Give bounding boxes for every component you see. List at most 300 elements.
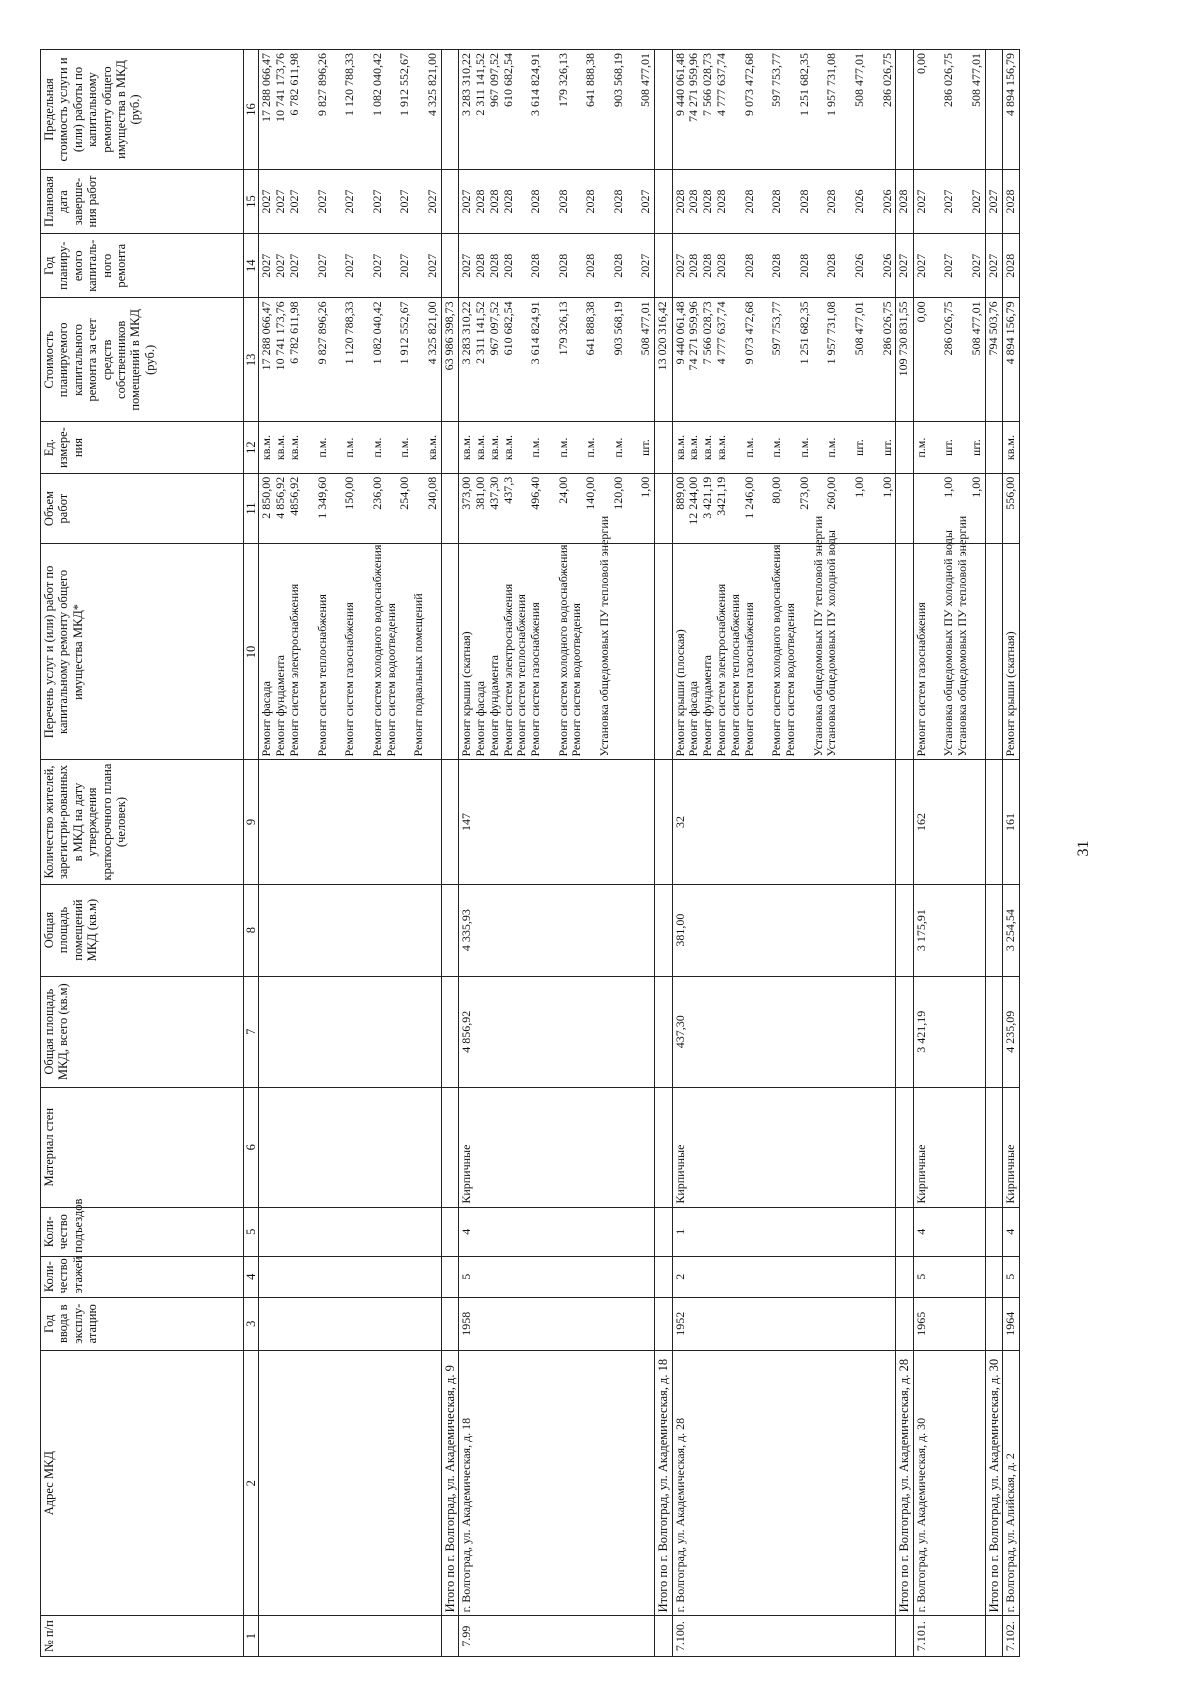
empty-cell — [896, 50, 913, 170]
cell-text: 13 020 316,42 — [655, 301, 670, 371]
residents — [672, 760, 896, 884]
cell-line: Ремонт фасада — [686, 681, 701, 757]
cell-line: 2027 — [342, 189, 357, 214]
cell-line: Ремонт систем электроснабжения — [286, 583, 301, 757]
cell-line — [784, 301, 798, 418]
end-list — [672, 169, 896, 233]
cell-line: 967 097,52 — [486, 53, 501, 107]
cell-text: Итого по г. Волгоград, ул. Академическая, д. 18 — [656, 1358, 671, 1613]
column-number: 1 — [244, 1616, 259, 1657]
cell-text: Кирпичные — [1003, 1144, 1018, 1204]
column-header: Год ввода в эксплу-атацию — [41, 1297, 244, 1350]
floors — [459, 1256, 655, 1297]
cell-line — [729, 301, 743, 418]
empty-cell — [441, 473, 458, 544]
cell-line: 2028 — [528, 253, 543, 278]
cell-line: Ремонт крыши (скатная) — [459, 631, 474, 757]
empty-cell — [896, 422, 913, 473]
cell-line: 2027 — [259, 253, 274, 278]
cell-line: 2027 — [369, 253, 384, 278]
area-rooms — [913, 884, 985, 976]
cell-line: кв.м. — [259, 435, 274, 461]
total-row — [655, 50, 672, 1657]
cell-line — [956, 237, 970, 294]
cell-text: 7.99 — [459, 1625, 474, 1647]
empty-cell — [896, 760, 913, 884]
address — [459, 1351, 655, 1616]
empty-cell — [655, 884, 672, 976]
cell-line — [929, 53, 943, 166]
cell-line: п.м. — [369, 437, 384, 458]
empty-cell — [655, 422, 672, 473]
cell-line — [956, 301, 970, 418]
volume-list — [1003, 473, 1020, 544]
column-number: 3 — [244, 1297, 259, 1350]
cost-list — [672, 298, 896, 422]
cell-line — [867, 53, 881, 166]
cell-line — [329, 237, 343, 294]
cell-line — [598, 301, 612, 418]
cell-line: 556,00 — [1003, 476, 1018, 510]
cell-line: Установка общедомовых ПУ тепловой энергии — [597, 515, 612, 757]
cell-line: 1,00 — [941, 476, 956, 498]
cell-line — [929, 547, 943, 756]
cell-line: 2028 — [472, 189, 487, 214]
column-number: 15 — [244, 169, 259, 233]
cell-line: кв.м. — [459, 435, 474, 461]
cell-line — [956, 53, 970, 166]
cell-line — [570, 53, 584, 166]
empty-cell — [896, 1256, 913, 1297]
cell-line: 286 026,75 — [941, 53, 956, 107]
cell-line: 4856,92 — [286, 476, 301, 516]
cell-line — [385, 477, 399, 541]
cell-line — [929, 477, 943, 541]
cell-line — [302, 53, 316, 166]
cell-line — [329, 477, 343, 541]
column-number: 16 — [244, 50, 259, 170]
cell-line: 2028 — [583, 189, 598, 214]
residents — [459, 760, 655, 884]
total-end — [896, 169, 913, 233]
cell-line — [543, 173, 557, 230]
cell-line: 2028 — [1003, 189, 1018, 214]
cell-line — [867, 301, 881, 418]
cell-line: Ремонт систем холодного водоснабжения — [555, 544, 570, 757]
cell-line: 2027 — [941, 253, 956, 278]
cell-line: 240,08 — [424, 476, 439, 510]
total-year — [441, 234, 458, 298]
cell-line: 437,30 — [486, 476, 501, 510]
commission-year — [913, 1297, 985, 1350]
cell-line: 2028 — [714, 253, 729, 278]
cell-line — [784, 425, 798, 469]
cell-text: 5 — [913, 1273, 928, 1280]
cell-line: Ремонт фундамента — [486, 654, 501, 757]
cell-line: 2027 — [672, 253, 687, 278]
cell-line — [302, 425, 316, 469]
column-header: Коли-чество подъездов — [41, 1207, 244, 1256]
cell-line: 2028 — [686, 189, 701, 214]
cell-text: 437,30 — [672, 1015, 687, 1049]
total-year — [655, 234, 672, 298]
wall-material — [672, 1087, 896, 1207]
cell-line: Ремонт подвальных помещений — [411, 593, 426, 757]
cell-line: 9 073 472,68 — [741, 301, 756, 365]
cell-text: 3 421,19 — [913, 1010, 928, 1053]
cell-line: 2028 — [610, 253, 625, 278]
cell-line: 1 912 552,67 — [397, 53, 412, 116]
cell-line: кв.м. — [273, 435, 288, 461]
year-list — [259, 234, 441, 298]
cell-line — [626, 477, 640, 541]
cell-line — [543, 301, 557, 418]
cell-line: 2028 — [1003, 253, 1018, 278]
cell-line: 1 349,60 — [314, 476, 329, 519]
area-total — [1003, 976, 1020, 1087]
cell-line: 9 073 472,68 — [741, 53, 756, 116]
entrances — [913, 1207, 985, 1256]
cell-line: 2028 — [824, 189, 839, 214]
empty-cell — [985, 1256, 1002, 1297]
cell-line: 2027 — [459, 253, 474, 278]
cell-line: 2028 — [700, 253, 715, 278]
empty-cell — [985, 884, 1002, 976]
empty-cell — [985, 1297, 1002, 1350]
empty-cell — [896, 1616, 913, 1657]
cell-text: 5 — [1003, 1273, 1018, 1280]
cell-text: 1952 — [672, 1311, 687, 1336]
cell-line — [515, 173, 529, 230]
empty-cell — [441, 50, 458, 170]
cell-line: 2027 — [968, 189, 983, 214]
column-number: 14 — [244, 234, 259, 298]
cell-line: 2028 — [672, 189, 687, 214]
cell-line — [412, 53, 426, 166]
cell-line — [626, 425, 640, 469]
cell-line: кв.м. — [1003, 435, 1018, 461]
empty-cell — [985, 50, 1002, 170]
empty-cell — [896, 473, 913, 544]
cell-line — [867, 237, 881, 294]
row-number — [459, 1616, 655, 1657]
empty-cell — [655, 1256, 672, 1297]
cell-line: 9 440 061,48 — [672, 301, 687, 365]
empty-cell — [655, 1087, 672, 1207]
column-number: 10 — [244, 544, 259, 760]
cell-line: п.м. — [528, 437, 543, 458]
cell-line — [515, 53, 529, 166]
cell-line: 2028 — [796, 253, 811, 278]
wall-material — [1003, 1087, 1020, 1207]
cell-line: Ремонт систем водоотведения — [569, 603, 584, 757]
cell-line: 2028 — [824, 253, 839, 278]
cell-line — [729, 173, 743, 230]
cell-line: 1 082 040,42 — [369, 53, 384, 116]
cell-line: 2027 — [273, 189, 288, 214]
cell-line — [570, 173, 584, 230]
cell-line: 1 912 552,67 — [397, 301, 412, 365]
cell-line: 2027 — [314, 189, 329, 214]
cell-line — [626, 173, 640, 230]
cell-line: п.м. — [913, 437, 928, 458]
cell-line: 2027 — [424, 189, 439, 214]
column-header: Адрес МКД — [41, 1351, 244, 1616]
cost-list — [259, 298, 441, 422]
cell-line: 7 566 028,73 — [700, 53, 715, 116]
cell-line: 2 850,00 — [259, 476, 274, 519]
cell-line — [412, 477, 426, 541]
cell-line: 140,00 — [583, 476, 598, 510]
cell-line — [385, 301, 399, 418]
cell-text: 4 335,93 — [459, 909, 474, 952]
end-list — [913, 169, 985, 233]
empty-cell — [985, 976, 1002, 1087]
cell-line: 2028 — [769, 189, 784, 214]
cell-line: 2028 — [486, 189, 501, 214]
cell-line — [570, 477, 584, 541]
cell-line: Ремонт систем теплоснабжения — [514, 594, 529, 757]
cell-line: 508 477,01 — [968, 53, 983, 107]
cell-line — [357, 477, 371, 541]
column-header: Материал стен — [41, 1087, 244, 1207]
cell-line: 610 682,54 — [500, 53, 515, 107]
cell-line: Ремонт систем водоотведения — [783, 603, 798, 757]
wall-material — [459, 1087, 655, 1207]
cell-line: Ремонт крыши (плоская) — [672, 629, 687, 757]
cell-line: 2028 — [500, 253, 515, 278]
cell-line: п.м. — [824, 437, 839, 458]
empty-cell — [896, 976, 913, 1087]
total-row — [896, 50, 913, 1657]
year-list — [459, 234, 655, 298]
cell-line: 2026 — [879, 253, 894, 278]
cell-line — [839, 53, 853, 166]
cell-line: 903 568,19 — [610, 301, 625, 356]
wall-material — [913, 1087, 985, 1207]
cell-line — [929, 425, 943, 469]
cell-text: 3 175,91 — [913, 909, 928, 952]
cell-line: п.м. — [342, 437, 357, 458]
cell-line: 2028 — [741, 253, 756, 278]
column-number: 11 — [244, 473, 259, 544]
cell-line: 2028 — [500, 189, 515, 214]
cell-line — [543, 425, 557, 469]
cell-text: 1958 — [459, 1311, 474, 1336]
cell-line — [543, 547, 557, 756]
cell-line: кв.м. — [486, 435, 501, 461]
cell-line: 3 614 824,91 — [528, 301, 543, 365]
cell-line — [929, 237, 943, 294]
column-header: Год планиру-емого капиталь-ного ремонта — [41, 234, 244, 298]
cell-line: 2027 — [286, 253, 301, 278]
empty-cell — [655, 1616, 672, 1657]
end-list — [1003, 169, 1020, 233]
empty-cell — [985, 760, 1002, 884]
cell-line: кв.м. — [286, 435, 301, 461]
cell-line — [915, 477, 929, 541]
cell-line — [357, 547, 371, 756]
cell-line: 2028 — [528, 189, 543, 214]
cell-line: шт. — [638, 439, 653, 456]
cell-text: 7.100. — [672, 1621, 687, 1652]
cell-line: 2028 — [555, 189, 570, 214]
cell-line: 2 311 141,52 — [472, 301, 487, 364]
cell-line: Установка общедомовых ПУ холодной воды — [824, 530, 839, 757]
works-list — [913, 515, 985, 760]
cell-line: кв.м. — [472, 435, 487, 461]
cell-line — [412, 425, 426, 469]
cell-line: 4 777 637,74 — [714, 53, 729, 116]
cell-line — [302, 237, 316, 294]
cell-line: 903 568,19 — [610, 53, 625, 107]
cell-line: 2028 — [555, 253, 570, 278]
cost-list — [459, 298, 655, 422]
empty-cell — [259, 760, 441, 884]
cell-line: 286 026,75 — [941, 301, 956, 356]
cell-line: Установка общедомовых ПУ тепловой энергии — [955, 515, 970, 757]
cell-line — [812, 53, 826, 166]
column-number: 13 — [244, 298, 259, 422]
cell-line: Ремонт фундамента — [273, 654, 288, 757]
cell-line: 967 097,52 — [486, 301, 501, 356]
entrances — [1003, 1207, 1020, 1256]
empty-cell — [655, 760, 672, 884]
row-number — [672, 1616, 896, 1657]
cell-line — [584, 547, 598, 756]
cell-text: 1 — [672, 1228, 687, 1235]
cell-line: 4 856,92 — [273, 476, 288, 519]
unit-list — [1003, 422, 1020, 473]
cell-line — [929, 301, 943, 418]
floors — [913, 1256, 985, 1297]
cell-line — [839, 173, 853, 230]
cell-line — [385, 173, 399, 230]
year-list — [672, 234, 896, 298]
entrances — [672, 1207, 896, 1256]
cell-line — [839, 425, 853, 469]
cell-line — [302, 477, 316, 541]
table-body — [259, 50, 1020, 1657]
cell-line — [784, 237, 798, 294]
cell-text: Итого по г. Волгоград, ул. Академическая, д. 9 — [442, 1365, 457, 1613]
cell-text: 161 — [1003, 813, 1018, 832]
cell-text: 1965 — [913, 1311, 928, 1336]
cell-line — [839, 237, 853, 294]
cell-line: 641 888,38 — [583, 53, 598, 107]
cell-line: Ремонт фасада — [472, 681, 487, 757]
commission-year — [459, 1297, 655, 1350]
end-list — [459, 169, 655, 233]
cell-line: 17 288 066,47 — [259, 53, 274, 122]
cell-line: 1 251 682,35 — [796, 301, 811, 365]
cell-line — [357, 53, 371, 166]
cell-line: кв.м. — [424, 435, 439, 461]
cell-line — [839, 301, 853, 418]
cell-line: 2027 — [913, 189, 928, 214]
cell-line: 1,00 — [638, 476, 653, 498]
cell-line: 0,00 — [913, 53, 928, 74]
cell-line — [598, 237, 612, 294]
cell-text: Кирпичные — [672, 1144, 687, 1204]
unit-list — [913, 422, 985, 473]
cell-line: 2028 — [714, 189, 729, 214]
cell-text: 63 986 398,73 — [441, 301, 456, 371]
cell-line: 4 325 821,00 — [424, 53, 439, 116]
building-row — [1003, 50, 1020, 1657]
area-total — [672, 976, 896, 1087]
empty-cell — [259, 1256, 441, 1297]
empty-cell — [259, 976, 441, 1087]
total-row — [441, 50, 458, 1657]
cell-line — [543, 477, 557, 541]
cell-line: 1 120 788,33 — [342, 301, 357, 365]
cell-line: 2028 — [610, 189, 625, 214]
area-rooms — [459, 884, 655, 976]
cell-line: 610 682,54 — [500, 301, 515, 356]
cell-text: г. Волгоград, ул. Алийская, д. 2 — [1003, 1453, 1018, 1613]
cell-line: Установка общедомовых ПУ холодной воды — [941, 530, 956, 757]
cell-text: 2027 — [985, 189, 1000, 214]
cell-line — [598, 53, 612, 166]
cell-line — [357, 173, 371, 230]
cell-line — [302, 301, 316, 418]
total-cost — [441, 298, 458, 422]
area-rooms — [1003, 884, 1020, 976]
column-number: 2 — [244, 1351, 259, 1616]
cell-line: шт. — [852, 439, 866, 456]
cell-line: шт. — [968, 439, 983, 456]
cell-line — [756, 173, 770, 230]
cell-text: Кирпичные — [459, 1144, 474, 1204]
cell-line: кв.м. — [500, 435, 515, 461]
cell-line: кв.м. — [714, 435, 729, 461]
cell-line: 597 753,77 — [769, 53, 784, 107]
unit-list — [459, 422, 655, 473]
cell-line: 24,00 — [555, 476, 570, 504]
unit-list — [259, 422, 441, 473]
cell-line: 1 957 731,08 — [824, 53, 839, 116]
empty-cell — [896, 1087, 913, 1207]
cell-line — [756, 301, 770, 418]
cell-text: Итого по г. Волгоград, ул. Академическая, д. 28 — [897, 1358, 912, 1613]
cell-text: 4 — [1003, 1228, 1018, 1235]
header-row — [41, 50, 244, 1657]
empty-cell — [655, 976, 672, 1087]
cell-line — [329, 53, 343, 166]
area-total — [459, 976, 655, 1087]
cell-text: 7.101. — [913, 1621, 928, 1652]
empty-cell — [259, 1351, 441, 1616]
table-row — [259, 50, 441, 1657]
cell-line: 1,00 — [879, 476, 894, 498]
column-number: 7 — [244, 976, 259, 1087]
cell-line — [329, 301, 343, 418]
cell-line — [412, 237, 426, 294]
floors — [1003, 1256, 1020, 1297]
empty-cell — [441, 1256, 458, 1297]
volume-list — [672, 473, 896, 544]
column-header: № п/п — [41, 1616, 244, 1657]
address — [913, 1351, 985, 1616]
cell-text: 2027 — [985, 253, 1000, 278]
cell-line: 2027 — [369, 189, 384, 214]
cell-line: 3 283 310,22 — [459, 301, 474, 365]
cell-line: 2027 — [941, 189, 956, 214]
cell-line — [570, 301, 584, 418]
column-header: Объем работ — [41, 473, 244, 544]
empty-cell — [985, 1207, 1002, 1256]
